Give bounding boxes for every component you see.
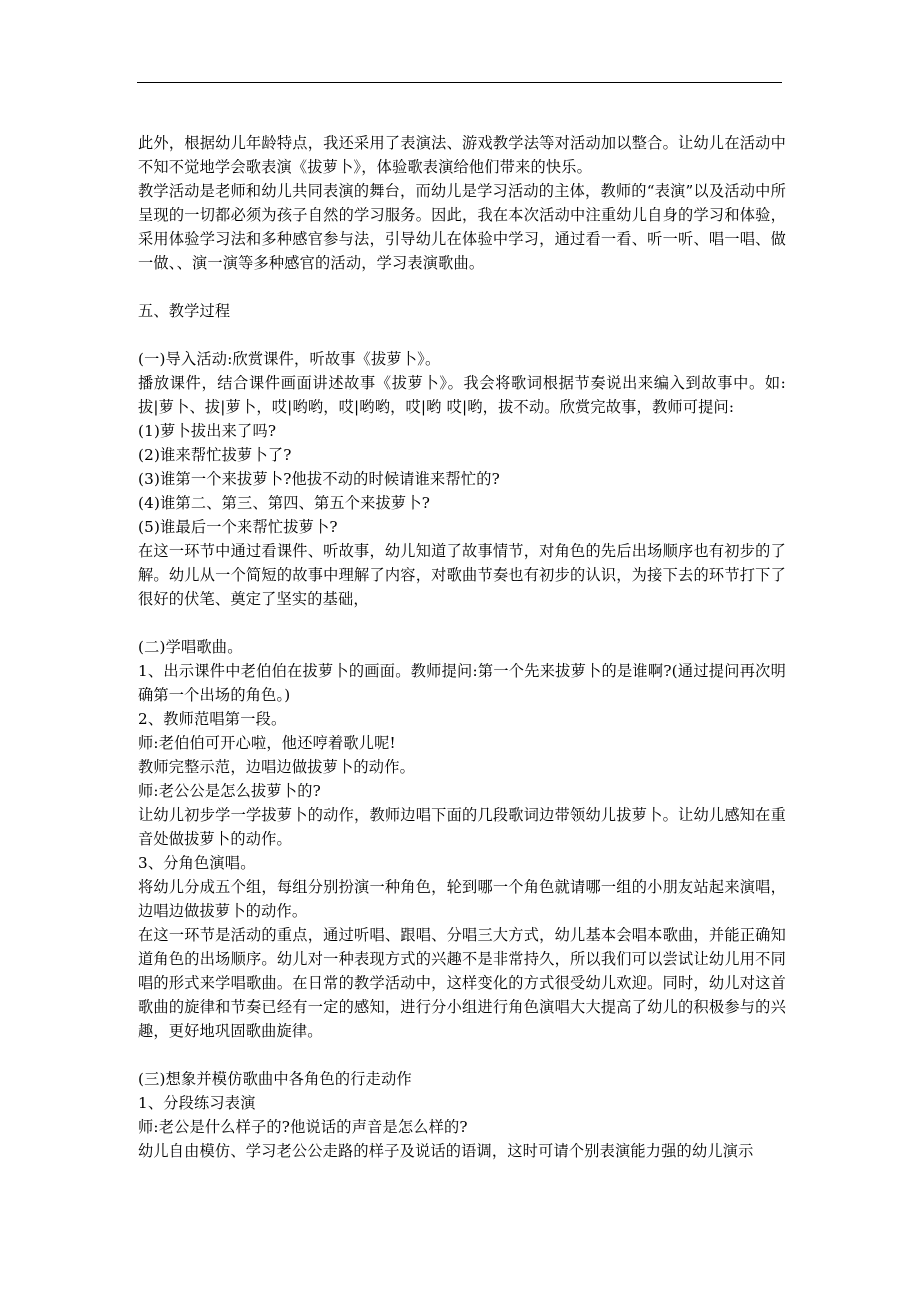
paragraph: 3、分角色演唱。 [138,854,256,872]
section-heading: 五、教学过程 [138,302,231,320]
paragraph: 师:老伯伯可开心啦，他还哼着歌儿呢! [138,734,396,752]
question-item: (2)谁来帮忙拔萝卜了? [138,446,292,464]
paragraph: 教师完整示范，边唱边做拔萝卜的动作。 [138,758,415,776]
question-item: (4)谁第二、第三、第四、第五个来拔萝卜? [138,494,431,512]
document-body [138,131,786,1163]
paragraph: 1、出示课件中老伯伯在拔萝卜的画面。教师提问:第一个先来拔萝卜的是谁啊?(通过提问再次明确第一个出场的角色。) [138,662,786,704]
paragraph: 在这一环节中通过看课件、听故事，幼儿知道了故事情节，对角色的先后出场顺序也有初步的了解。幼儿从一个简短的故事中理解了内容，对歌曲节奏也有初步的认识，为接下去的环节打下了很好的伏笔、奠定了坚实的基础， [138,542,786,608]
part3-heading: (三)想象并模仿歌曲中各角色的行走动作 [138,1070,412,1088]
paragraph: 让幼儿初步学一学拔萝卜的动作，教师边唱下面的几段歌词边带领幼儿拔萝卜。让幼儿感知在重音处做拔萝卜的动作。 [138,806,786,848]
paragraph: 在这一环节是活动的重点，通过听唱、跟唱、分唱三大方式，幼儿基本会唱本歌曲，并能正确知道角色的出场顺序。幼儿对一种表现方式的兴趣不是非常持久，所以我们可以尝试让幼儿用不同唱的形式来学唱歌曲。在日常的教学活动中，这样变化的方式很受幼儿欢迎。同时，幼儿对这首歌曲的旋律和节奏已经有一定的感知，进行分小组进行角色演唱大大提高了幼儿的积极参与的兴趣，更好地巩固歌曲旋律。 [138,926,786,1040]
paragraph: 此外，根据幼儿年龄特点，我还采用了表演法、游戏教学法等对活动加以整合。让幼儿在活动中不知不觉地学会歌表演《拔萝卜》，体验歌表演给他们带来的快乐。 [138,134,786,176]
paragraph: 教学活动是老师和幼儿共同表演的舞台，而幼儿是学习活动的主体，教师的“表演”以及活动中所呈现的一切都必须为孩子自然的学习服务。因此，我在本次活动中注重幼儿自身的学习和体验，采用体验学习法和多种感官参与法，引导幼儿在体验中学习，通过看一看、听一听、唱一唱、做一做、、演一演等多种感官的活动，学习表演歌曲。 [138,182,786,272]
spacer [138,323,786,347]
question-item: (3)谁第一个来拔萝卜?他拔不动的时候请谁来帮忙的? [138,470,500,488]
paragraph: 师:老公是什么样子的?他说话的声音是怎么样的? [138,1118,468,1136]
paragraph: 播放课件，结合课件画面讲述故事《拔萝卜》。我会将歌词根据节奏说出来编入到故事中。如:拔|萝卜、拔|萝卜，哎|哟哟，哎|哟哟，哎|哟 哎|哟，拔不动。欣赏完故事，教师可提问: [138,374,786,416]
paragraph: 幼儿自由模仿、学习老公公走路的样子及说话的语调，这时可请个别表演能力强的幼儿演示 [138,1142,754,1160]
part2-heading: (二)学唱歌曲。 [138,638,243,656]
part1-heading: (一)导入活动:欣赏课件，听故事《拔萝卜》。 [138,350,441,368]
spacer [138,611,786,635]
paragraph: 师:老公公是怎么拔萝卜的? [138,782,321,800]
header-rule [137,82,782,83]
question-item: (1)萝卜拔出来了吗? [138,422,277,440]
spacer [138,275,786,299]
question-item: (5)谁最后一个来帮忙拔萝卜? [138,518,338,536]
paragraph: 2、教师范唱第一段。 [138,710,287,728]
paragraph: 1、分段练习表演 [138,1094,256,1112]
spacer [138,1043,786,1067]
paragraph: 将幼儿分成五个组，每组分别扮演一种角色，轮到哪一个角色就请哪一组的小朋友站起来演唱，边唱边做拔萝卜的动作。 [138,878,786,920]
